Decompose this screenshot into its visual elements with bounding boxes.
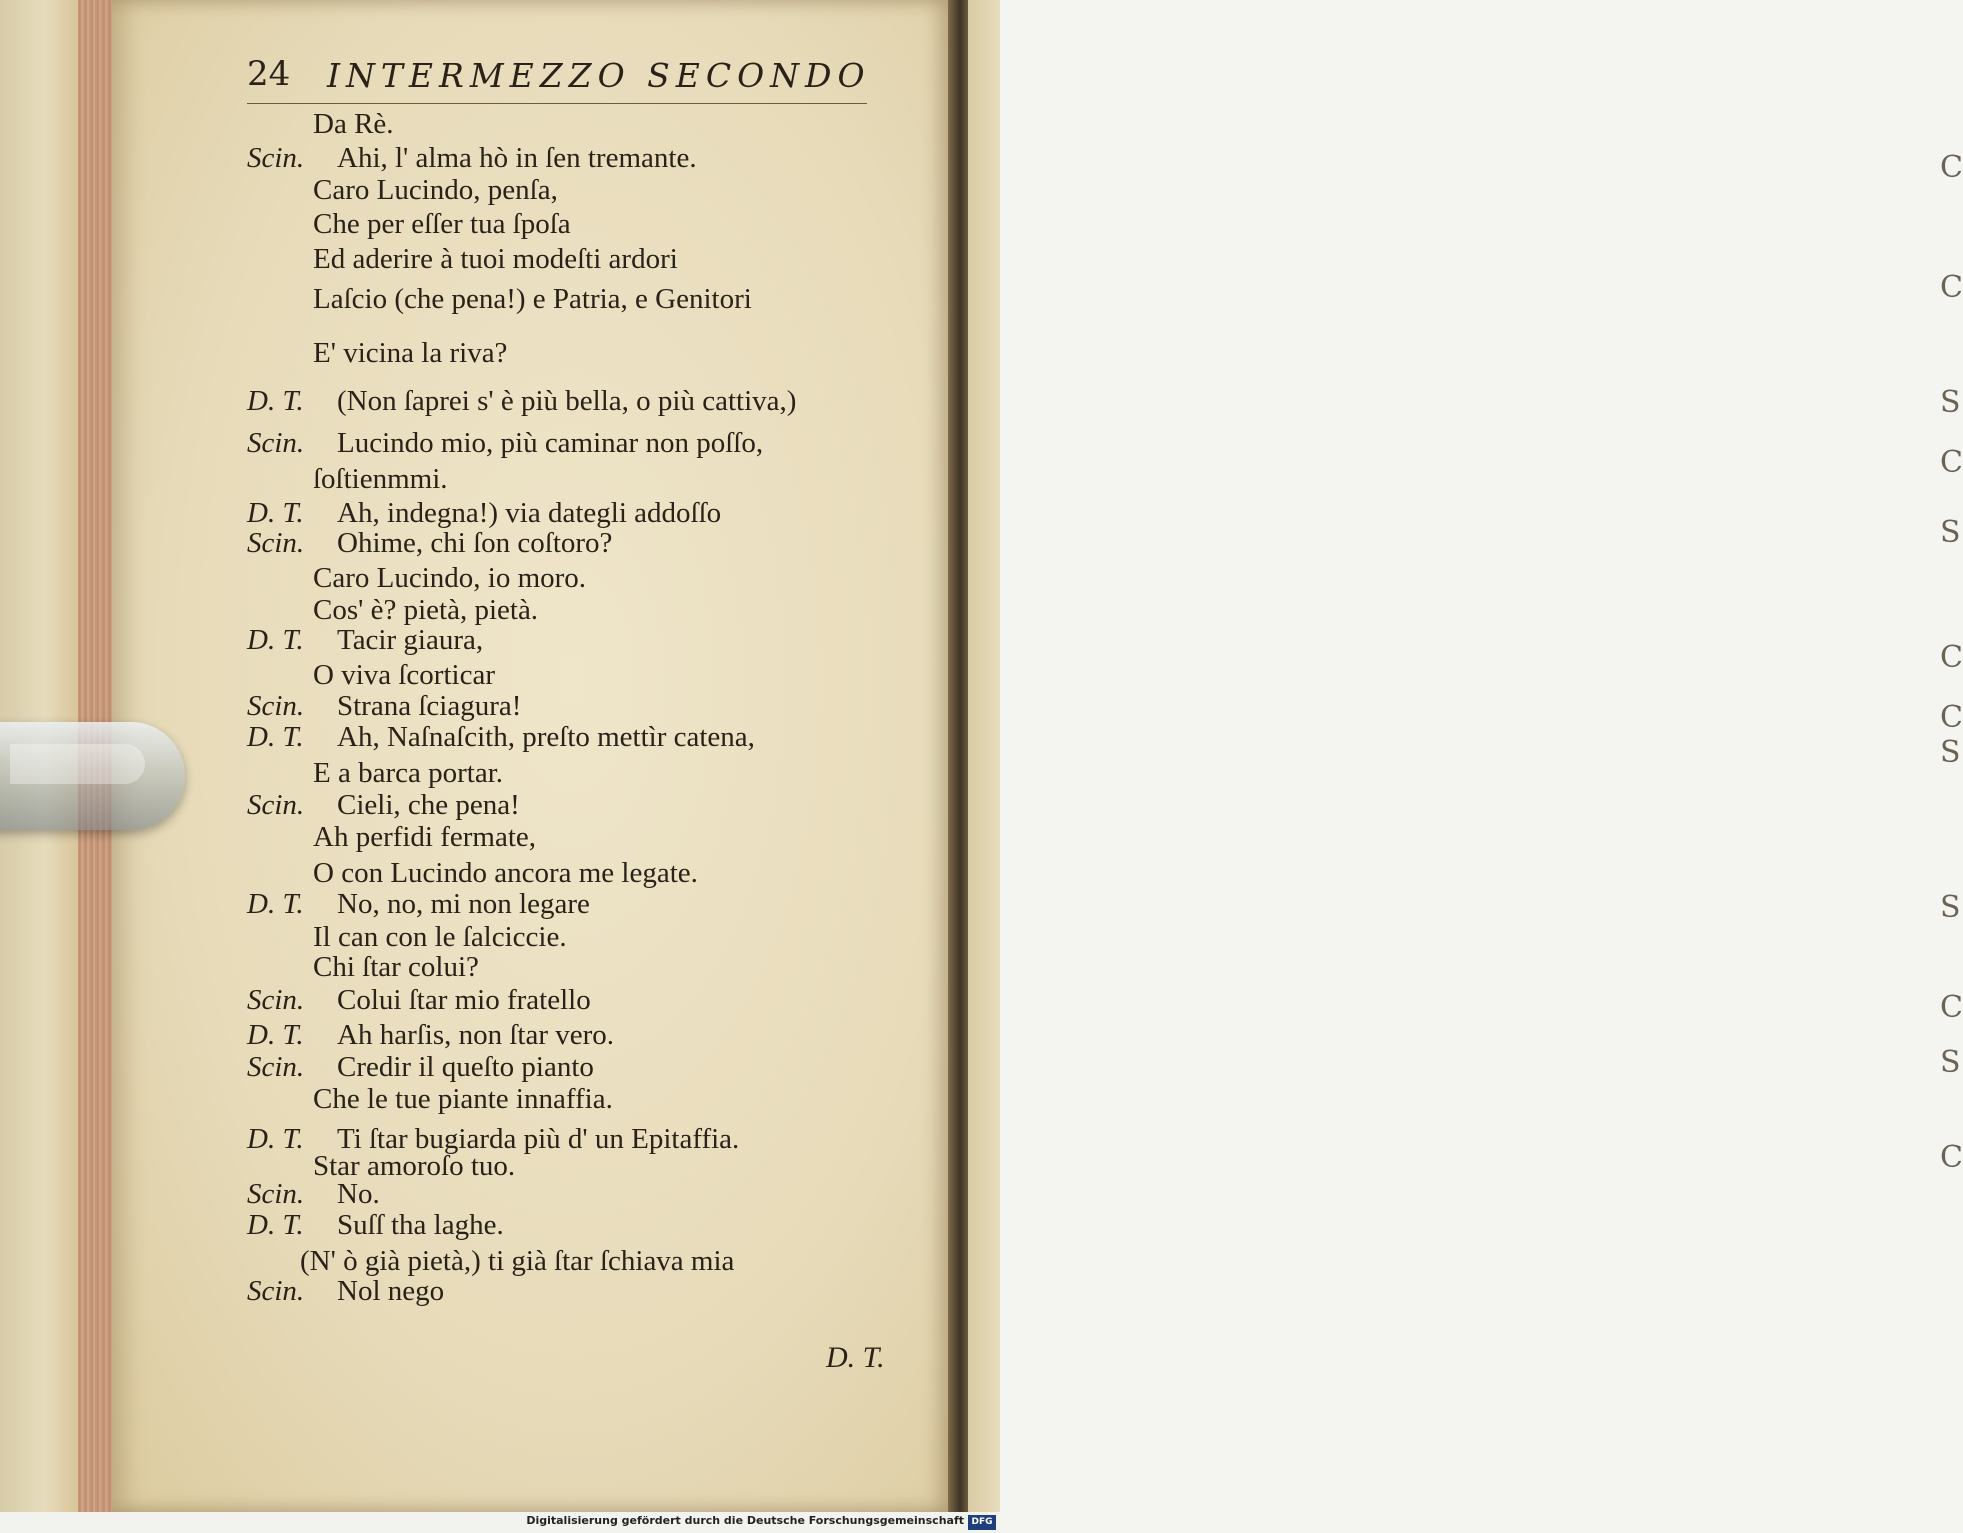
bleed-glyph: S (1940, 735, 1961, 770)
speech-text: (Non ſaprei s' è più bella, o più cattiva,) (337, 385, 797, 417)
speech-text: Cieli, che pena! (337, 789, 520, 821)
speech-text: Ohime, chi ſon coſtoro? (337, 527, 613, 559)
adjacent-page-edge (968, 0, 1963, 1512)
catchword: D. T. (826, 1341, 885, 1374)
speech-text: Ah perfidi fermate, (313, 821, 537, 853)
speech-text: No, no, mi non legare (337, 888, 590, 920)
speech-text: (N' ò già pietà,) ti già ſtar ſchiava mia (300, 1245, 735, 1277)
bleed-glyph: C (1940, 445, 1963, 480)
speaker-name: Scin. (247, 984, 305, 1016)
speech-text: Strana ſciagura! (337, 690, 522, 722)
running-title: INTERMEZZO SECONDO (327, 56, 871, 95)
speech-text: O viva ſcorticar (313, 659, 495, 691)
speaker-name: D. T. (247, 1123, 304, 1155)
speech-text: Cos' è? pietà, pietà. (313, 594, 539, 626)
speaker-name: Scin. (247, 1275, 305, 1307)
page-header (247, 48, 871, 104)
footer-bar (0, 1512, 1000, 1533)
speech-text: Che per eſſer tua ſpoſa (313, 208, 571, 240)
speaker-name: Scin. (247, 1051, 305, 1083)
bleed-glyph: S (1940, 1045, 1961, 1080)
speech-text: Lucindo mio, più caminar non poſſo, (337, 427, 764, 459)
speaker-name: Scin. (247, 427, 305, 459)
speaker-name: Scin. (247, 789, 305, 821)
speaker-name: D. T. (247, 385, 304, 417)
speech-text: Ti ſtar bugiarda più d' un Epitaffia. (337, 1123, 740, 1155)
funding-credit: Digitalisierung gefördert durch die Deutsche Forschungsgemeinschaft (526, 1514, 964, 1527)
header-rule (247, 103, 867, 104)
page-number: 24 (247, 54, 291, 94)
bleed-glyph: C (1940, 150, 1963, 185)
speaker-name: Scin. (247, 1178, 305, 1210)
speech-text: Ahi, l' alma hò in ſen tremante. (337, 142, 697, 174)
speech-text: Ah, Naſnaſcith, preſto mettìr catena, (337, 721, 755, 753)
speaker-name: Scin. (247, 142, 305, 174)
speech-text: Credir il queſto pianto (337, 1051, 594, 1083)
book-gutter (948, 0, 968, 1512)
speech-text: Caro Lucindo, penſa, (313, 174, 558, 206)
speech-text: Chi ſtar colui? (313, 951, 479, 983)
speech-text: Ah, indegna!) via dategli addoſſo (337, 497, 722, 529)
speaker-name: Scin. (247, 690, 305, 722)
bleed-glyph: C (1940, 990, 1963, 1025)
bleed-glyph: C (1940, 270, 1963, 305)
speaker-name: D. T. (247, 888, 304, 920)
speech-text: Colui ſtar mio fratello (337, 984, 591, 1016)
speech-text: E' vicina la riva? (313, 337, 508, 369)
dfg-logo: DFG (968, 1515, 996, 1530)
speech-text: E a barca portar. (313, 757, 504, 789)
bleed-glyph: C (1940, 640, 1963, 675)
speech-text: Caro Lucindo, io moro. (313, 562, 587, 594)
speech-text: ſoſtienmmi. (313, 463, 448, 495)
speaker-name: Scin. (247, 527, 305, 559)
speaker-name: D. T. (247, 1209, 304, 1241)
speech-text: Laſcio (che pena!) e Patria, e Genitori (313, 283, 752, 315)
speaker-name: D. T. (247, 624, 304, 656)
bleed-glyph: S (1940, 515, 1961, 550)
speaker-name: D. T. (247, 497, 304, 529)
speaker-name: D. T. (247, 721, 304, 753)
speech-text: Ed aderire à tuoi modeſti ardori (313, 243, 678, 275)
speech-text: Ah harſis, non ſtar vero. (337, 1019, 615, 1051)
speech-text: O con Lucindo ancora me legate. (313, 857, 698, 889)
speaker-name: D. T. (247, 1019, 304, 1051)
bleed-glyph: S (1940, 385, 1961, 420)
bleed-glyph: C (1940, 700, 1963, 735)
speech-text: Da Rè. (313, 108, 394, 140)
speech-text: Il can con le ſalciccie. (313, 921, 567, 953)
speech-text: No. (337, 1178, 380, 1210)
speech-text: Tacir giaura, (337, 624, 484, 656)
bleed-glyph: C (1940, 1140, 1963, 1175)
bleed-glyph: S (1940, 890, 1961, 925)
page-holder-clip (0, 722, 185, 830)
speech-text: Suſſ tha laghe. (337, 1209, 504, 1241)
speech-text: Nol nego (337, 1275, 445, 1307)
speech-text: Che le tue piante innaffia. (313, 1083, 613, 1115)
speech-text: Star amoroſo tuo. (313, 1150, 516, 1182)
